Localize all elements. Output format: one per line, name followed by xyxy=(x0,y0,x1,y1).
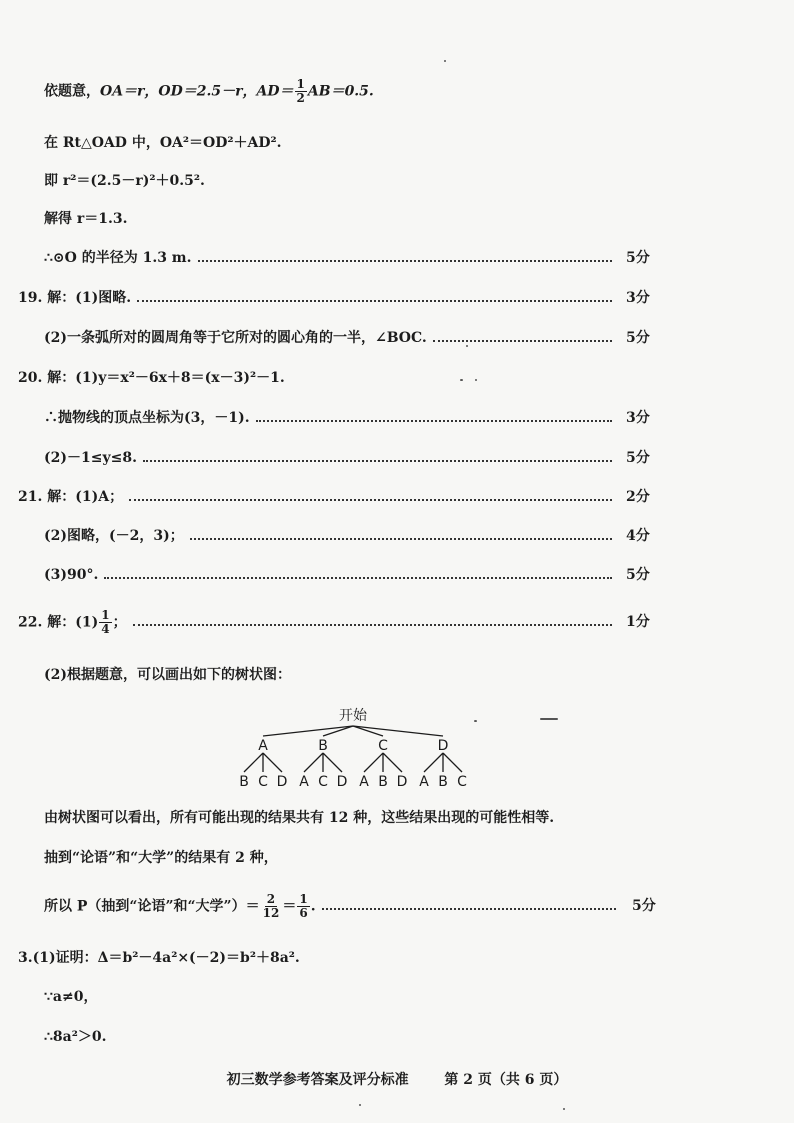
line-6-row xyxy=(18,288,620,308)
fraction-numerator: 1 xyxy=(296,77,305,91)
score-line-14: 1分 xyxy=(626,614,650,630)
fraction-two-twelfths xyxy=(261,893,282,920)
tree-edge-D-A xyxy=(424,753,443,772)
line-17: 抽到“论语”和“大学”的结果有 2 种， xyxy=(44,850,278,866)
leader-dots xyxy=(137,300,612,302)
leader-dots xyxy=(129,499,612,501)
leader-dots xyxy=(104,577,612,579)
line-18-row xyxy=(44,891,624,920)
tree-root-label: 开始 xyxy=(339,708,367,724)
scan-speck xyxy=(540,718,558,720)
tree-leaf-label: B xyxy=(239,774,249,790)
scan-speck xyxy=(359,1104,361,1106)
fraction-denominator: 12 xyxy=(262,905,280,920)
tree-leaf-label: C xyxy=(258,774,268,790)
line-7-row xyxy=(44,328,620,348)
tree-leaf-label: D xyxy=(396,774,408,790)
fraction-denominator: 2 xyxy=(296,91,305,105)
tree-edge-A-D xyxy=(263,753,282,772)
leader-dots xyxy=(433,340,612,342)
tree-edge-B-A xyxy=(304,753,323,772)
line-9: ∴抛物线的顶点坐标为(3，－1). xyxy=(44,410,250,426)
score-line-13: 5分 xyxy=(626,567,650,583)
score-line-12: 4分 xyxy=(626,528,650,544)
fraction-numerator: 1 xyxy=(101,607,110,622)
scan-speck xyxy=(466,345,468,347)
footer-title: 初三数学参考答案及评分标准 xyxy=(226,1072,409,1088)
tree-leaf-label: B xyxy=(438,774,448,790)
line-13-row xyxy=(44,565,620,585)
line-11-row xyxy=(18,487,620,507)
tree-leaf-label: C xyxy=(318,774,328,790)
line-15: (2)根据题意，可以画出如下的树状图： xyxy=(44,667,291,683)
line-18 xyxy=(44,893,316,920)
scan-speck xyxy=(474,720,477,722)
page-footer xyxy=(0,1069,794,1089)
fraction-denominator: 6 xyxy=(299,905,308,920)
tree-leaf-label: A xyxy=(359,774,369,790)
line-1-prefix: 依题意， xyxy=(44,83,100,100)
line-5-row xyxy=(44,248,620,268)
leader-dots xyxy=(143,460,612,462)
line-2: 在 Rt△OAD 中，OA²＝OD²＋AD². xyxy=(44,135,282,151)
tree-leaf-label: D xyxy=(276,774,288,790)
tree-branch-label: D xyxy=(437,738,449,754)
leader-dots xyxy=(190,538,612,540)
line-18-suffix: . xyxy=(310,898,316,914)
line-14-row xyxy=(18,607,620,636)
line-12-row xyxy=(44,526,620,546)
line-10: (2)－1≤y≤8. xyxy=(44,450,137,466)
tree-edge-C-A xyxy=(364,753,383,772)
line-14-suffix: ； xyxy=(112,614,127,630)
tree-branch-label: A xyxy=(258,738,268,754)
score-line-6: 3分 xyxy=(626,290,650,306)
scan-speck xyxy=(460,379,463,381)
equals-sign: ＝ xyxy=(282,898,297,914)
score-line-7: 5分 xyxy=(626,330,650,346)
scan-speck xyxy=(444,60,446,62)
footer-page-number: 第 2 页（共 6 页） xyxy=(444,1072,568,1088)
scan-speck xyxy=(563,1108,565,1110)
line-1 xyxy=(44,78,374,105)
score-line-11: 2分 xyxy=(626,489,650,505)
line-21: ∴8a²＞0. xyxy=(44,1029,107,1045)
tree-leaf-label: D xyxy=(336,774,348,790)
line-20: ∵a≠0， xyxy=(44,989,98,1005)
line-10-row xyxy=(44,448,620,468)
line-19: 3.(1)证明：Δ＝b²－4a²×(－2)＝b²＋8a². xyxy=(18,950,300,966)
tree-leaf-label: B xyxy=(378,774,388,790)
leader-dots xyxy=(198,260,613,262)
fraction-one-half xyxy=(295,78,307,105)
line-7: (2)一条弧所对的圆周角等于它所对的圆心角的一半，∠BOC. xyxy=(44,330,427,346)
line-4: 解得 r＝1.3. xyxy=(44,211,128,227)
line-14 xyxy=(18,609,127,636)
tree-branch-label: B xyxy=(318,738,328,754)
probability-tree-diagram xyxy=(225,700,485,796)
line-1-equations: OA＝r，OD＝2.5－r，AD＝ xyxy=(100,83,294,100)
score-line-9: 3分 xyxy=(626,410,650,426)
fraction-one-sixth xyxy=(297,893,309,920)
line-13: (3)90°. xyxy=(44,567,99,583)
tree-edge-D-C xyxy=(443,753,462,772)
tree-leaf-label: A xyxy=(419,774,429,790)
fraction-denominator: 4 xyxy=(101,621,110,636)
line-8: 20. 解：(1)y＝x²－6x＋8＝(x－3)²－1. xyxy=(18,370,285,386)
leader-dots xyxy=(256,420,612,422)
fraction-one-quarter xyxy=(99,609,111,636)
line-6: 19. 解：(1)图略. xyxy=(18,290,132,306)
tree-edge-A-B xyxy=(244,753,263,772)
line-12: (2)图略，(－2，3)； xyxy=(44,528,184,544)
line-9-row xyxy=(44,408,620,428)
score-line-10: 5分 xyxy=(626,450,650,466)
line-18-prefix: 所以 P（抽到“论语”和“大学”）＝ xyxy=(44,898,260,914)
line-16: 由树状图可以看出，所有可能出现的结果共有 12 种，这些结果出现的可能性相等. xyxy=(44,810,555,826)
fraction-numerator: 2 xyxy=(266,891,276,906)
score-line-18: 5分 xyxy=(632,898,656,914)
fraction-numerator: 1 xyxy=(299,891,308,906)
tree-edge-C-D xyxy=(383,753,402,772)
leader-dots xyxy=(322,908,616,910)
tree-leaf-label: C xyxy=(457,774,467,790)
tree-leaf-label: A xyxy=(299,774,309,790)
scan-speck xyxy=(475,379,477,381)
score-line-5: 5分 xyxy=(626,250,650,266)
line-11: 21. 解：(1)A； xyxy=(18,489,124,505)
leader-dots xyxy=(133,624,612,626)
tree-branch-label: C xyxy=(378,738,388,754)
tree-branches xyxy=(239,726,467,790)
line-3: 即 r²＝(2.5－r)²＋0.5². xyxy=(44,173,205,189)
line-14-prefix: 22. 解：(1) xyxy=(18,614,99,630)
tree-edge-B-D xyxy=(323,753,342,772)
line-1-suffix: AB＝0.5. xyxy=(307,83,374,100)
line-5: ∴⊙O 的半径为 1.3 m. xyxy=(44,250,192,266)
